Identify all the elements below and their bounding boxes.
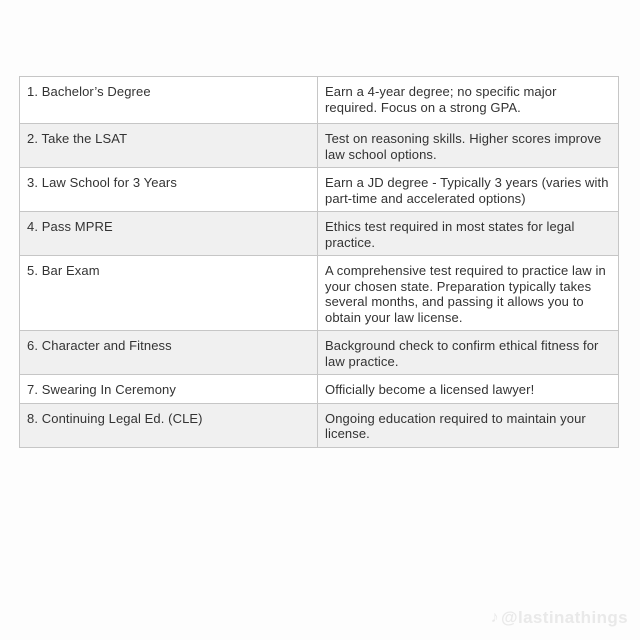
description-cell: Test on reasoning skills. Higher scores improve law school options. <box>318 124 619 168</box>
step-cell: 7. Swearing In Ceremony <box>20 375 318 404</box>
description-cell: Ongoing education required to maintain your license. <box>318 403 619 447</box>
description-cell: Officially become a licensed lawyer! <box>318 375 619 404</box>
description-cell: Ethics test required in most states for legal practice. <box>318 212 619 256</box>
table-row <box>20 124 619 168</box>
step-cell: 1. Bachelor’s Degree <box>20 77 318 124</box>
lawyer-steps-table <box>19 76 619 448</box>
description-cell: Earn a 4-year degree; no specific major required. Focus on a strong GPA. <box>318 77 619 124</box>
description-cell: Earn a JD degree - Typically 3 years (varies with part-time and accelerated options) <box>318 168 619 212</box>
table-row <box>20 403 619 447</box>
description-cell: A comprehensive test required to practice law in your chosen state. Preparation typically takes several months, and passing it allows you to obtain your law license. <box>318 256 619 331</box>
watermark-handle: @lastinathings <box>500 608 628 627</box>
step-cell: 8. Continuing Legal Ed. (CLE) <box>20 403 318 447</box>
table-row <box>20 256 619 331</box>
table-row <box>20 212 619 256</box>
step-cell: 6. Character and Fitness <box>20 331 318 375</box>
step-cell: 2. Take the LSAT <box>20 124 318 168</box>
tiktok-note-icon: ♪ <box>490 609 499 626</box>
table-row <box>20 375 619 404</box>
watermark <box>491 608 628 628</box>
step-cell: 4. Pass MPRE <box>20 212 318 256</box>
table-row <box>20 331 619 375</box>
step-cell: 3. Law School for 3 Years <box>20 168 318 212</box>
table-row <box>20 168 619 212</box>
description-cell: Background check to confirm ethical fitness for law practice. <box>318 331 619 375</box>
step-cell: 5. Bar Exam <box>20 256 318 331</box>
table-row <box>20 77 619 124</box>
